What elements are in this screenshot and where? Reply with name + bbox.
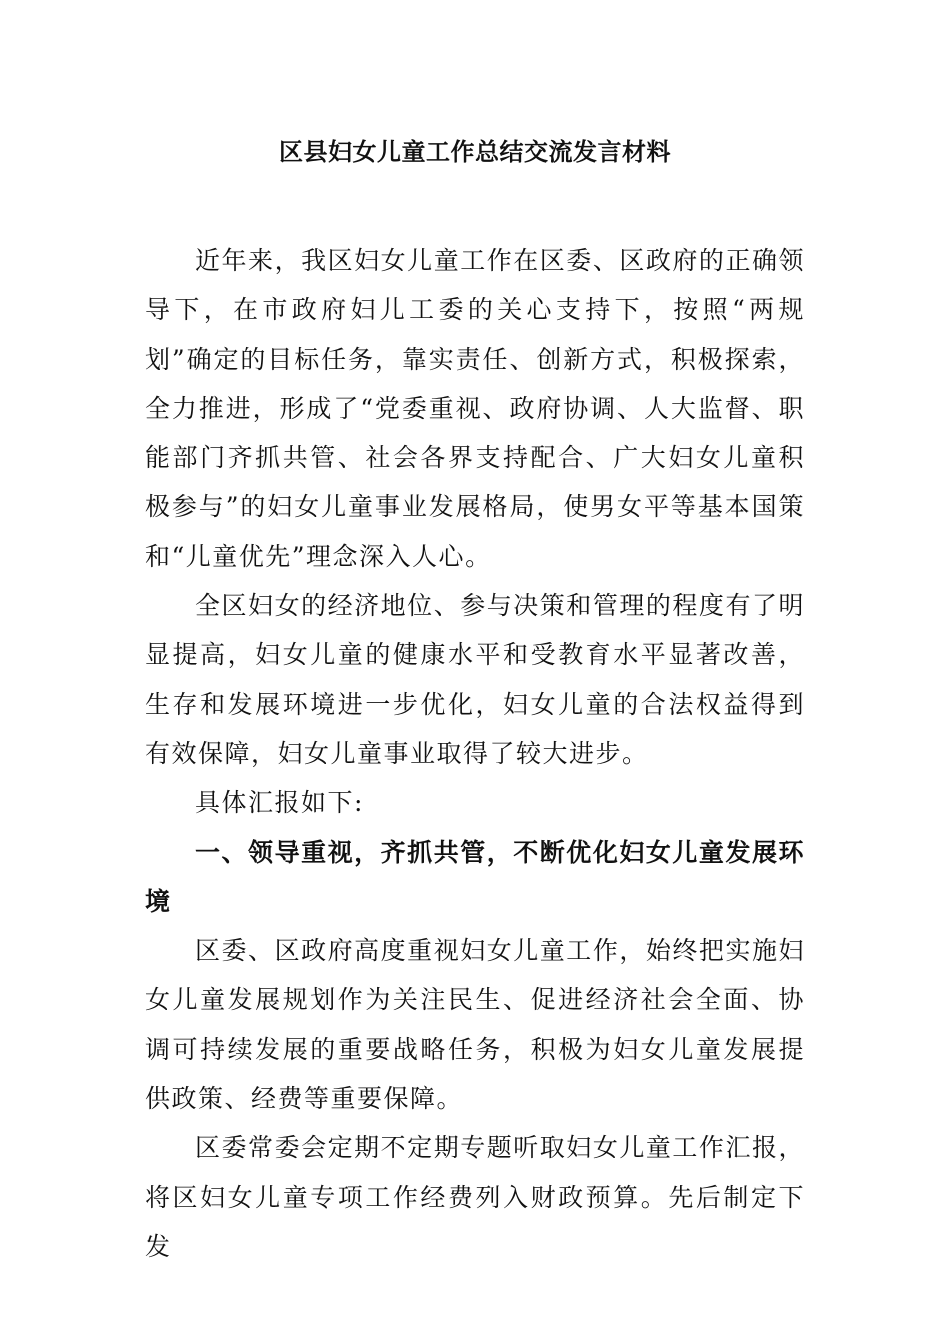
document-title: 区县妇女儿童工作总结交流发言材料 <box>279 138 671 166</box>
section-1-paragraph: 区委、区政府高度重视妇女儿童工作，始终把实施妇女儿童发展规划作为关注民生、促进经济社会全面、协调可持续发展的重要战略任务，积极为妇女儿童发展提供政策、经费等重要保障。 <box>145 936 805 1114</box>
intro-paragraph: 近年来，我区妇女儿童工作在区委、区政府的正确领导下，在市政府妇儿工委的关心支持下，按照“两规划”确定的目标任务，靠实责任、创新方式，积极探索，全力推进，形成了“党委重视、政府协调、人大监督、职能部门齐抓共管、社会各界支持配合、广大妇女儿童积极参与”的妇女儿童事业发展格局，使男女平等基本国策和“儿童优先”理念深入人心。 <box>145 246 805 571</box>
report-lead-paragraph: 具体汇报如下: <box>195 788 364 818</box>
section-1-paragraph: 区委常委会定期不定期专题听取妇女儿童工作汇报，将区妇女儿童专项工作经费列入财政预算。先后制定下发 <box>145 1133 805 1261</box>
achievements-paragraph: 全区妇女的经济地位、参与决策和管理的程度有了明显提高，妇女儿童的健康水平和受教育水平显著改善，生存和发展环境进一步优化，妇女儿童的合法权益得到有效保障，妇女儿童事业取得了较大进步。 <box>145 591 805 768</box>
document-page <box>145 128 805 1271</box>
section-1-heading: 一、领导重视，齐抓共管，不断优化妇女儿童发展环境 <box>145 837 805 916</box>
